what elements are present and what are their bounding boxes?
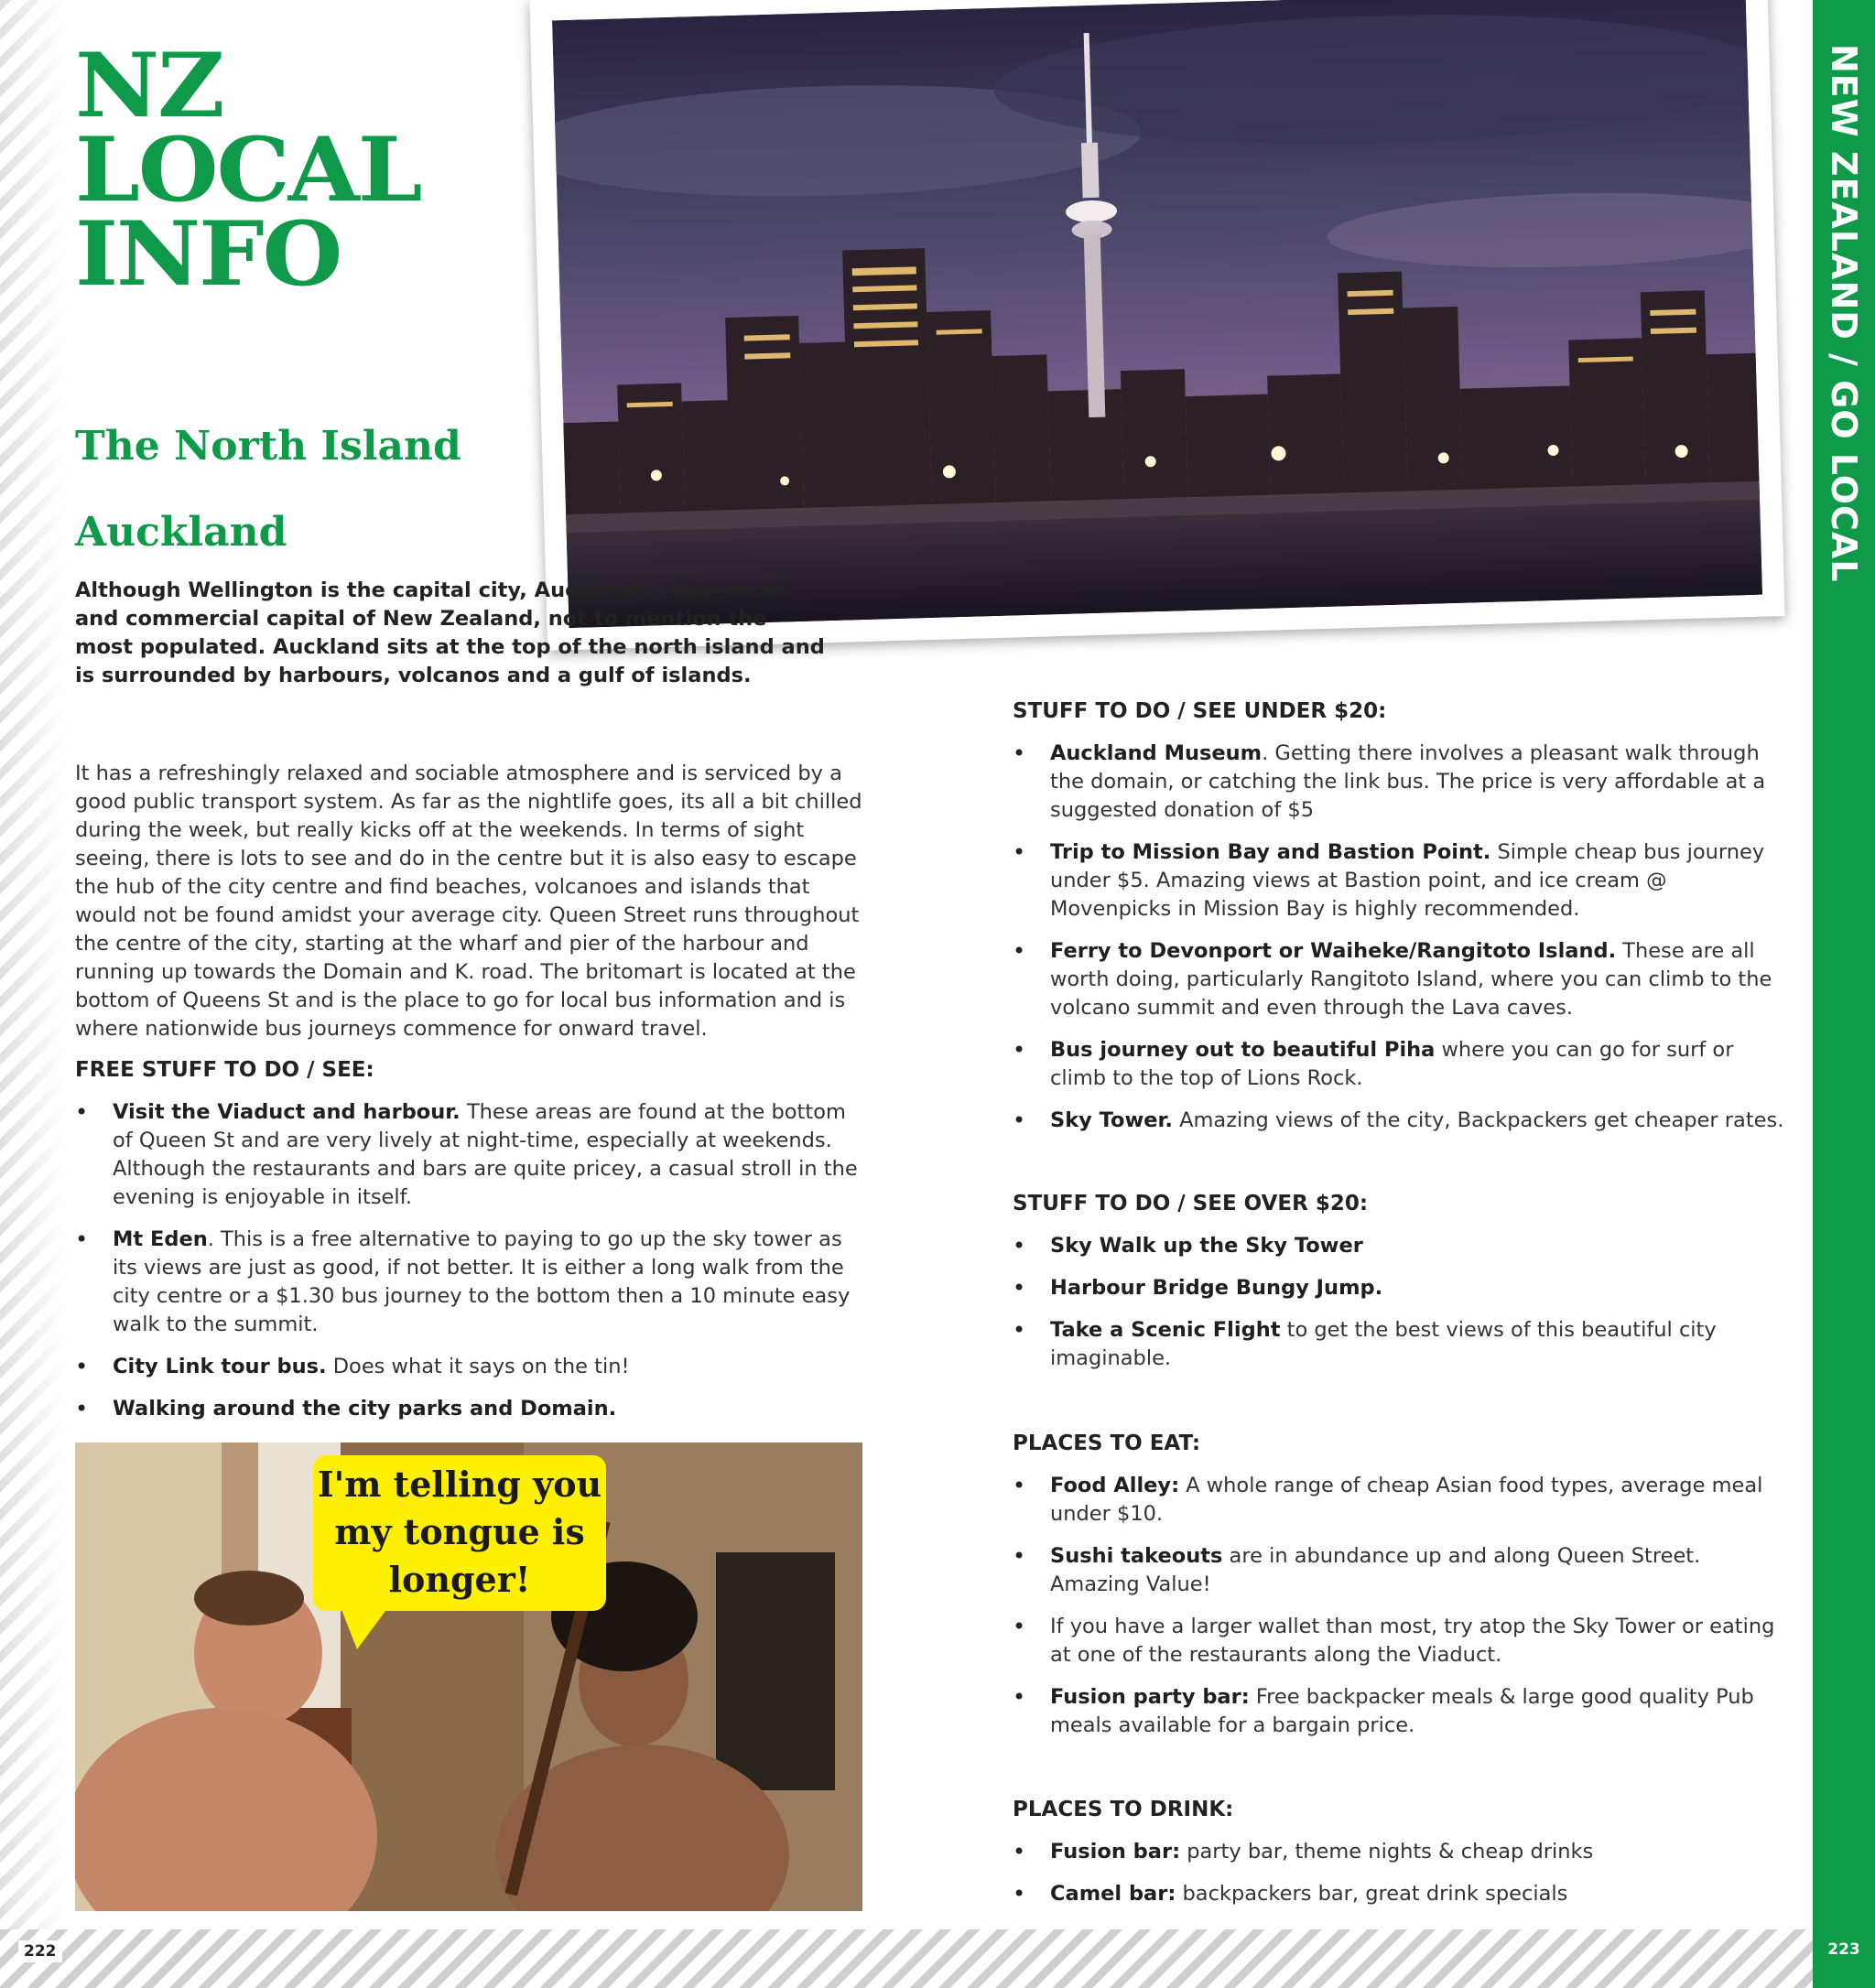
list-item: • Fusion party bar: Free backpacker meals & large good quality Pub meals available for a bargain price. — [1013, 1683, 1791, 1740]
list-item: • Ferry to Devonport or Waiheke/Rangitoto Island. These are all worth doing, particularly Rangitoto Island, where you can climb to the volcano summit and even through the Lava caves. — [1013, 937, 1791, 1022]
list-item: • Harbour Bridge Bungy Jump. — [1013, 1274, 1791, 1302]
list-item: • Auckland Museum. Getting there involves a pleasant walk through the domain, or catching the link bus. The price is very affordable at a suggested donation of $5 — [1013, 740, 1791, 825]
intro-paragraph: Although Wellington is the capital city, Auckland is the social and commercial capital of New Zealand, not to mention the most populated. Auckland sits at the top of the north island and is surrounded by harbours, volcanos and a gulf of islands. — [75, 578, 825, 687]
drink-list — [1013, 1838, 1791, 1922]
eat-list — [1013, 1472, 1791, 1754]
list-item: • Camel bar: backpackers bar, great drink specials — [1013, 1880, 1791, 1908]
title-line-3: INFO — [75, 202, 341, 306]
list-item: • Visit the Viaduct and harbour. These areas are found at the bottom of Queen St and are very lively at night-time, especially at weekends. Although the restaurants and bars are quite pricey, a casual stroll in the evening is enjoyable in itself. — [75, 1098, 862, 1212]
list-item: • Food Alley: A whole range of cheap Asian food types, average meal under $10. — [1013, 1472, 1791, 1529]
list-item: • Fusion bar: party bar, theme nights & cheap drinks — [1013, 1838, 1791, 1866]
list-item: • If you have a larger wallet than most, try atop the Sky Tower or eating at one of the restaurants along the Viaduct. — [1013, 1613, 1791, 1669]
speech-bubble — [313, 1455, 606, 1611]
list-item: • Bus journey out to beautiful Piha where you can go for surf or climb to the top of Lions Rock. — [1013, 1036, 1791, 1093]
bottom-stripe-decoration — [0, 1929, 1813, 1988]
over20-list — [1013, 1232, 1791, 1387]
free-stuff-list — [75, 1098, 862, 1437]
page-number-right: 223 — [1827, 1940, 1860, 1959]
bubble-line-1: I'm telling you — [317, 1464, 602, 1505]
eat-heading: PLACES TO EAT: — [1013, 1432, 1201, 1455]
haka-photo — [75, 1442, 862, 1911]
section-heading: The North Island — [75, 423, 461, 470]
left-stripe-decoration — [0, 0, 64, 1988]
speech-bubble-tail — [341, 1607, 388, 1649]
under20-heading: STUFF TO DO / SEE UNDER $20: — [1013, 699, 1387, 723]
title-line-2: LOCAL — [75, 118, 421, 221]
list-item: • Trip to Mission Bay and Bastion Point. Simple cheap bus journey under $5. Amazing views at Bastion point, and ice cream @ Movenpicks in Mission Bay is highly recommended. — [1013, 838, 1791, 924]
auckland-skyline-photo — [529, 0, 1784, 651]
free-stuff-heading: FREE STUFF TO DO / SEE: — [75, 1058, 374, 1082]
list-item: • Take a Scenic Flight to get the best views of this beautiful city imaginable. — [1013, 1316, 1791, 1373]
list-item: • Mt Eden. This is a free alternative to paying to go up the sky tower as its views are just as good, if not better. It is either a long walk from the city centre or a $1.30 bus journey to the bottom then a 10 minute easy walk to the summit. — [75, 1226, 862, 1339]
list-item: • City Link tour bus. Does what it says on the tin! — [75, 1353, 862, 1381]
side-banner-text: NEW ZEALAND / GO LOCAL — [1824, 44, 1864, 583]
city-heading: Auckland — [75, 509, 287, 556]
list-item: • Sushi takeouts are in abundance up and along Queen Street. Amazing Value! — [1013, 1542, 1791, 1599]
title-line-1: NZ — [75, 34, 223, 137]
side-banner — [1813, 0, 1875, 1988]
body-paragraph: It has a refreshingly relaxed and sociable atmosphere and is serviced by a good public transport system. As far as the nightlife goes, its all a bit chilled during the week, but really kicks off at the weekends. In terms of sight seeing, there is lots to see and do in the centre but it is also easy to escape the hub of the city centre and find beaches, volcanoes and islands that would not be found amidst your average city. Queen Street runs throughout the centre of the city, starting at the wharf and pier of the harbour and running up towards the Domain and K. road. The britomart is located at the bottom of Queens St and is the place to go for local bus information and is where nationwide bus journeys commence for onward travel. — [75, 762, 862, 1041]
page-title — [75, 34, 421, 306]
list-item: • Walking around the city parks and Domain. — [75, 1395, 862, 1423]
bubble-line-2: my tongue is — [334, 1511, 585, 1552]
bubble-line-3: longer! — [388, 1559, 531, 1600]
list-item: • Sky Walk up the Sky Tower — [1013, 1232, 1791, 1260]
skyline-image — [552, 0, 1762, 628]
over20-heading: STUFF TO DO / SEE OVER $20: — [1013, 1192, 1369, 1215]
list-item: • Sky Tower. Amazing views of the city, Backpackers get cheaper rates. — [1013, 1107, 1791, 1135]
page-number-left: 222 — [18, 1940, 62, 1962]
drink-heading: PLACES TO DRINK: — [1013, 1798, 1234, 1821]
under20-list — [1013, 740, 1791, 1149]
